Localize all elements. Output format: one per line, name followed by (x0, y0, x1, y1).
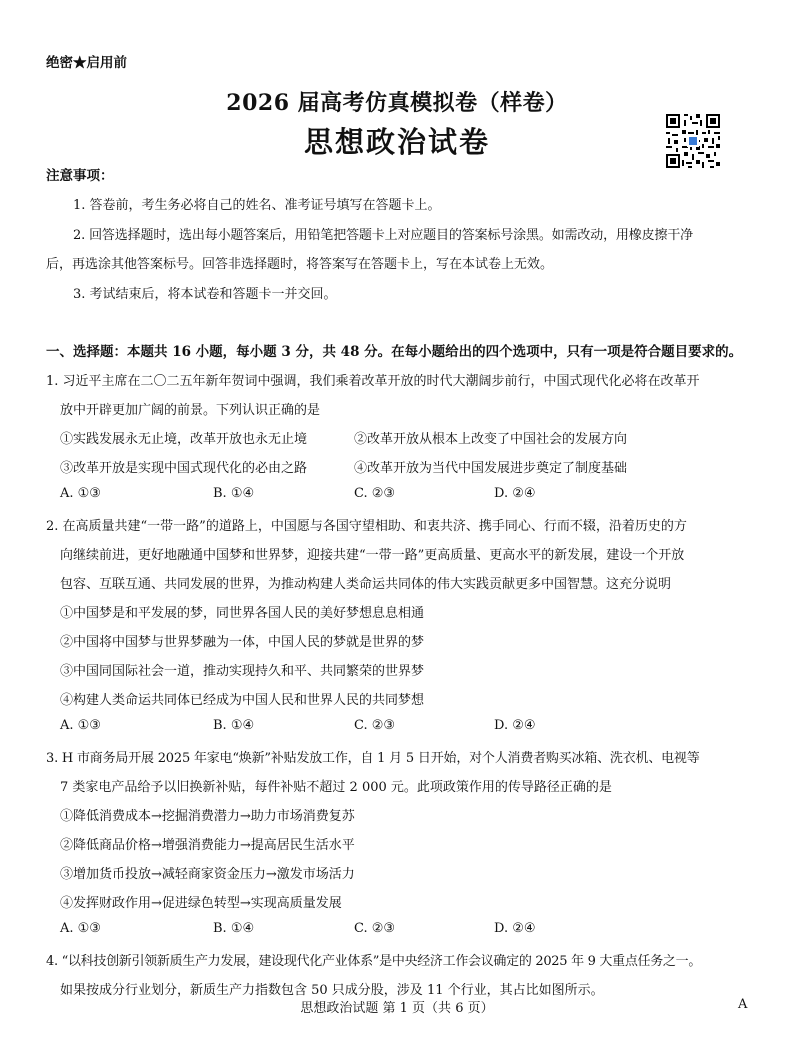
q2-stem-line-2: 向继续前进，更好地融通中国梦和世界梦，迎接共建“一带一路”更高质量、更高水平的新发展，建设一个开放 (60, 548, 685, 563)
q3-stem-line-1: 3. H 市商务局开展 2025 年家电“焕新”补贴发放工作，自 1 月 5 日开始，对个人消费者购买冰箱、洗衣机、电视等 (46, 751, 700, 766)
q3-choice-d: D. ②④ (494, 921, 536, 936)
notice-line-3: 后，再选涂其他答案标号。回答非选择题时，将答案写在答题卡上，写在本试卷上无效。 (46, 257, 554, 272)
q2-item-4: ④构建人类命运共同体已经成为中国人民和世界人民的共同梦想 (60, 693, 425, 708)
q1-item-3: ③改革开放是实现中国式现代化的必由之路 (60, 461, 308, 476)
paper-version: A (738, 997, 748, 1012)
q3-item-3: ③增加货币投放→减轻商家资金压力→激发市场活力 (60, 867, 355, 882)
q1-choice-d: D. ②④ (494, 486, 536, 501)
exam-title: 2026 届高考仿真模拟卷（样卷） (226, 90, 568, 116)
q3-item-1: ①降低消费成本→挖掘消费潜力→助力市场消费复苏 (60, 809, 355, 824)
q1-stem-line-1: 1. 习近平主席在二〇二五年新年贺词中强调，我们乘着改革开放的时代大潮阔步前行，中国式现代化必将在改革开 (46, 374, 700, 389)
q2-stem-line-1: 2. 在高质量共建“一带一路”的道路上，中国愿与各国守望相助、和衷共济、携手同心、行而不辍，沿着历史的方 (46, 519, 687, 534)
q2-choice-d: D. ②④ (494, 718, 536, 733)
q2-choice-b: B. ①④ (213, 718, 255, 733)
q3-stem-line-2: 7 类家电产品给予以旧换新补贴，每件补贴不超过 2 000 元。此项政策作用的传导路径正确的是 (60, 780, 612, 795)
q1-choice-a: A. ①③ (60, 486, 101, 501)
q1-item-2: ②改革开放从根本上改变了中国社会的发展方向 (354, 432, 628, 447)
q4-stem-line-1: 4. “以科技创新引领新质生产力发展，建设现代化产业体系”是中央经济工作会议确定的 2025 年 9 大重点任务之一。 (46, 954, 702, 969)
q3-choice-c: C. ②③ (354, 921, 396, 936)
qr-code-icon (664, 112, 722, 170)
q1-choice-c: C. ②③ (354, 486, 396, 501)
subject-title: 思想政治试卷 (303, 125, 490, 159)
q3-item-2: ②降低商品价格→增强消费能力→提高居民生活水平 (60, 838, 355, 853)
section-heading: 一、选择题：本题共 16 小题，每小题 3 分，共 48 分。在每小题给出的四个选项中，只有一项是符合题目要求的。 (46, 344, 743, 360)
notice-line-4: 3. 考试结束后，将本试卷和答题卡一并交回。 (73, 287, 337, 302)
q1-item-4: ④改革开放为当代中国发展进步奠定了制度基础 (354, 461, 628, 476)
q4-stem-line-2: 如果按成分行业划分，新质生产力指数包含 50 只成分股，涉及 11 个行业，其占比如图所示。 (60, 983, 604, 998)
q1-stem-line-2: 放中开辟更加广阔的前景。下列认识正确的是 (60, 403, 321, 418)
q3-item-4: ④发挥财政作用→促进绿色转型→实现高质量发展 (60, 896, 342, 911)
notice-line-2: 2. 回答选择题时，选出每小题答案后，用铅笔把答题卡上对应题目的答案标号涂黑。如需改动，用橡皮擦干净 (73, 228, 694, 243)
q3-choice-b: B. ①④ (213, 921, 255, 936)
q2-item-2: ②中国将中国梦与世界梦融为一体，中国人民的梦就是世界的梦 (60, 635, 425, 650)
page-footer: 思想政治试题 第 1 页（共 6 页） (300, 1001, 494, 1016)
q3-choice-a: A. ①③ (60, 921, 101, 936)
q2-stem-line-3: 包容、互联互通、共同发展的世界，为推动构建人类命运共同体的伟大实践贡献更多中国智慧。这充分说明 (60, 577, 672, 592)
q2-choice-c: C. ②③ (354, 718, 396, 733)
notice-heading: 注意事项： (46, 168, 114, 184)
q2-item-1: ①中国梦是和平发展的梦，同世界各国人民的美好梦想息息相通 (60, 606, 425, 621)
q2-item-3: ③中国同国际社会一道，推动实现持久和平、共同繁荣的世界梦 (60, 664, 425, 679)
q2-choice-a: A. ①③ (60, 718, 101, 733)
q1-choice-b: B. ①④ (213, 486, 255, 501)
q1-item-1: ①实践发展永无止境，改革开放也永无止境 (60, 432, 308, 447)
notice-line-1: 1. 答卷前，考生务必将自己的姓名、准考证号填写在答题卡上。 (73, 198, 441, 213)
confidential-label: 绝密★启用前 (46, 55, 127, 71)
